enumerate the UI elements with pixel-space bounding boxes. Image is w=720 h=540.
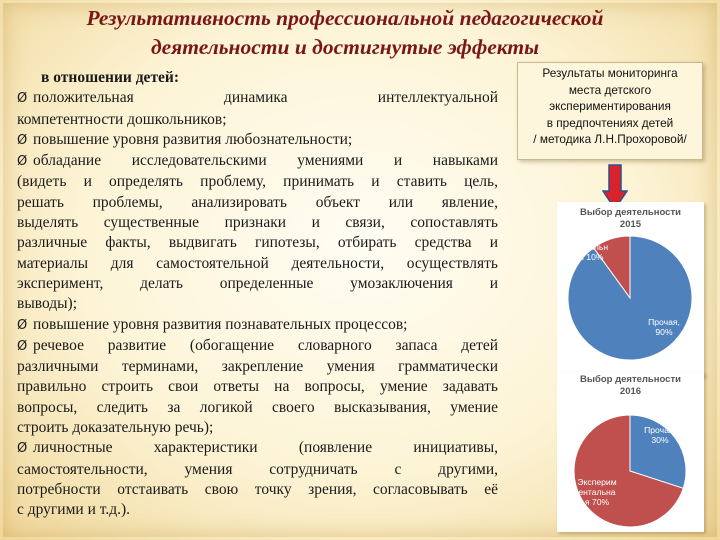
monitoring-line: / методика Л.Н.Прохоровой/ xyxy=(533,132,687,146)
line-text: (видеть и определять проблему, принимать и ставить цель, xyxy=(17,173,498,191)
line-text: правильно строить свои ответы на вопросы, умение задавать xyxy=(17,378,498,396)
line-text: речевое развитие (обогащение словарного запаса детей xyxy=(33,336,498,354)
bullet-item-line xyxy=(17,130,498,151)
text-line xyxy=(17,377,498,397)
text-line xyxy=(17,213,498,233)
subheading: в отношении детей: xyxy=(41,69,180,86)
monitoring-line: экспериментирования xyxy=(549,99,671,113)
title-line-1: Результативность профессиональной педагогической xyxy=(86,6,604,30)
chart-title: Выбор деятельности xyxy=(580,374,681,385)
slice-label: Эксперим ентальна я 70% xyxy=(577,477,617,507)
slide-title xyxy=(20,4,670,62)
bullet-item-line xyxy=(17,315,498,336)
text-line xyxy=(17,193,498,213)
line-text: материалы для самостоятельной деятельности, осуществлять xyxy=(17,254,498,272)
bullet-arrow-icon: Ø xyxy=(17,154,28,170)
bullet-arrow-icon: Ø xyxy=(17,441,28,457)
text-line xyxy=(17,110,498,130)
text-line xyxy=(17,233,498,253)
title-line-2: деятельности и достигнутые эффекты xyxy=(150,35,540,59)
line-text: вопросы, следить за логикой своего высказывания, умение xyxy=(17,398,498,416)
slice-label: Прочая, 90% xyxy=(648,317,680,337)
outcomes-list xyxy=(17,88,498,520)
text-line xyxy=(17,500,498,520)
line-text: различные факты, выдвигать гипотезы, отбирать средства и xyxy=(17,234,498,252)
bullet-arrow-icon: Ø xyxy=(17,317,28,333)
slice-label: Прочая; 30% xyxy=(644,425,676,445)
outcomes-text xyxy=(17,68,498,521)
line-text: с другими и т.д.). xyxy=(17,501,131,519)
bullet-item-line xyxy=(17,151,498,172)
monitoring-caption-box xyxy=(517,62,703,160)
bullet-item-line xyxy=(17,336,498,357)
line-text: эксперимент, делать определенные умозаключения и xyxy=(17,274,498,292)
bullet-item-line xyxy=(17,438,498,459)
text-line xyxy=(17,254,498,274)
bullet-arrow-icon: Ø xyxy=(17,91,28,107)
bullet-item-line xyxy=(17,88,498,109)
bullet-arrow-icon: Ø xyxy=(17,132,28,148)
line-text: самостоятельности, умения сотрудничать с другими, xyxy=(17,460,498,478)
line-text: личностные характеристики (появление инициативы, xyxy=(33,439,498,457)
line-text: повышение уровня развития любознательности; xyxy=(33,130,353,148)
line-text: решать проблемы, анализировать объект или явление, xyxy=(17,193,498,211)
line-text: строить доказательную речь); xyxy=(17,419,214,437)
line-text: различными терминами, закрепление умения грамматически xyxy=(17,358,498,376)
line-text: положительная динамика интеллектуальной xyxy=(33,89,498,107)
chart-year: 2015 xyxy=(619,219,642,230)
line-text: выделять существенные признаки и связи, сопоставлять xyxy=(17,214,498,232)
chart-year: 2016 xyxy=(619,386,642,397)
text-line xyxy=(17,274,498,294)
text-line xyxy=(17,398,498,418)
text-line xyxy=(17,460,498,480)
line-text: компетентности дошкольников; xyxy=(17,110,227,128)
text-line xyxy=(17,172,498,192)
text-line xyxy=(17,418,498,438)
pie-svg xyxy=(557,372,704,532)
text-line xyxy=(17,357,498,377)
line-text: потребности отстаивать свою точку зрения, согласовывать её xyxy=(17,480,498,498)
bullet-arrow-icon: Ø xyxy=(17,338,28,354)
text-line xyxy=(17,294,498,314)
monitoring-line: в предпочтениях детей xyxy=(546,115,674,130)
chart-title: Выбор деятельности xyxy=(580,207,681,218)
monitoring-line: места детского xyxy=(568,82,652,97)
line-text: выводы); xyxy=(17,295,78,313)
slice-label: Экспери ментальн ая 10% xyxy=(569,232,609,262)
line-text: обладание исследовательскими умениями и навыками xyxy=(33,152,498,170)
monitoring-line: Результаты мониторинга xyxy=(542,66,678,80)
pie-chart-2015 xyxy=(557,202,704,377)
pie-svg xyxy=(557,202,704,377)
text-line xyxy=(17,480,498,500)
pie-chart-2016 xyxy=(557,372,704,532)
line-text: повышение уровня развития познавательных процессов; xyxy=(33,315,408,333)
